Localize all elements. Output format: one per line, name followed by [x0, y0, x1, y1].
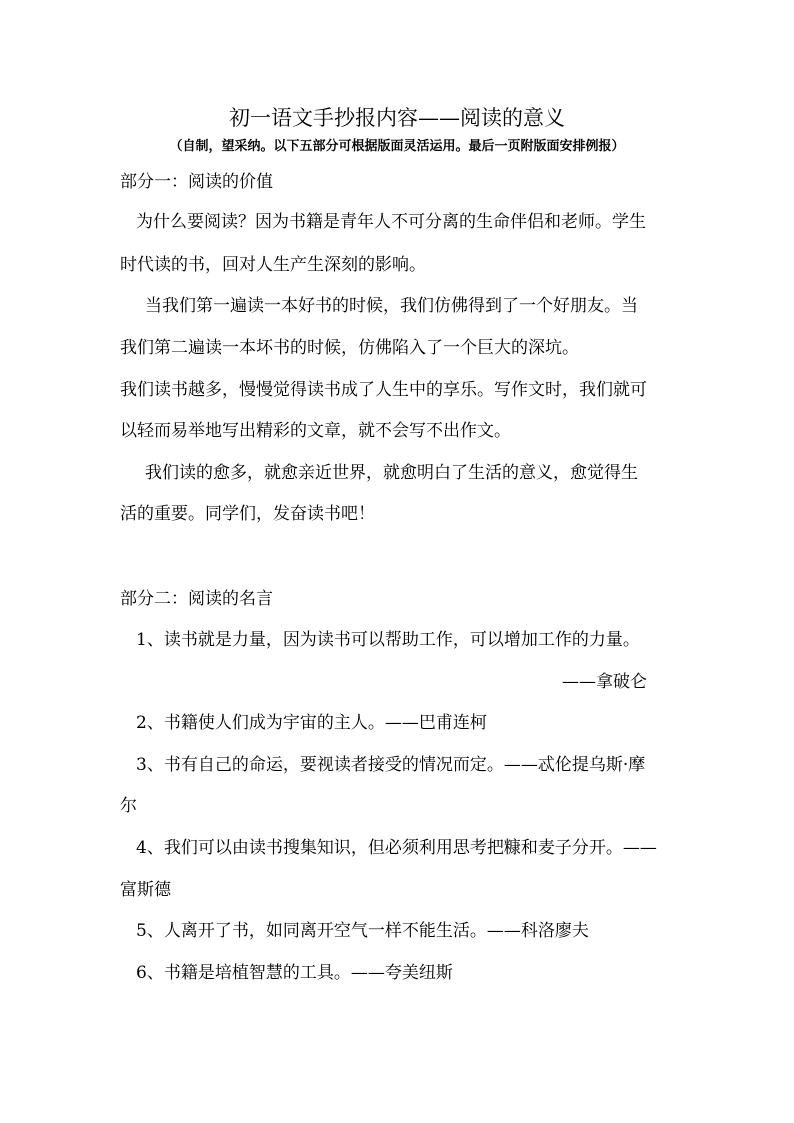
quote-line: 2、书籍使人们成为宇宙的主人。——巴甫连柯	[136, 713, 487, 733]
quote-line-continuation: 富斯德	[120, 880, 171, 900]
quote-line: 5、人离开了书，如同离开空气一样不能生活。——科洛廖夫	[136, 921, 589, 941]
section2-heading: 部分二：阅读的名言	[120, 589, 273, 609]
section1-paragraph-line: 活的重要。同学们，发奋读书吧！	[120, 504, 375, 524]
section1-paragraph-line: 我们读的愈多，就愈亲近世界，就愈明白了生活的意义，愈觉得生	[145, 463, 638, 483]
quote-line: 3、书有自己的命运，要视读者接受的情况而定。——忒伦提乌斯·摩	[136, 755, 646, 775]
quote-attribution: ——拿破仑	[562, 672, 647, 692]
section1-paragraph-line: 我们第二遍读一本坏书的时候，仿佛陷入了一个巨大的深坑。	[120, 338, 579, 358]
section1-paragraph-line: 时代读的书，回对人生产生深刻的影响。	[120, 255, 426, 275]
quote-line: 4、我们可以由读书搜集知识，但必须利用思考把糠和麦子分开。——	[136, 838, 657, 858]
section1-paragraph-line: 我们读书越多，慢慢觉得读书成了人生中的享乐。写作文时，我们就可	[120, 380, 647, 400]
quote-line-continuation: 尔	[120, 796, 137, 816]
quote-line: 1、读书就是力量，因为读书可以帮助工作，可以增加工作的力量。	[136, 630, 640, 650]
section1-paragraph-line: 为什么要阅读？因为书籍是青年人不可分离的生命伴侣和老师。学生	[136, 212, 646, 232]
section1-paragraph-line: 当我们第一遍读一本好书的时候，我们仿佛得到了一个好朋友。当	[145, 296, 638, 316]
page-title: 初一语文手抄报内容——阅读的意义	[229, 106, 565, 130]
quote-line: 6、书籍是培植智慧的工具。——夸美纽斯	[136, 963, 453, 983]
section1-paragraph-line: 以轻而易举地写出精彩的文章，就不会写不出作文。	[120, 421, 511, 441]
page-subtitle: （自制，望采纳。以下五部分可根据版面灵活运用。最后一页附版面安排例报）	[169, 139, 625, 154]
section1-heading: 部分一：阅读的价值	[120, 172, 273, 192]
